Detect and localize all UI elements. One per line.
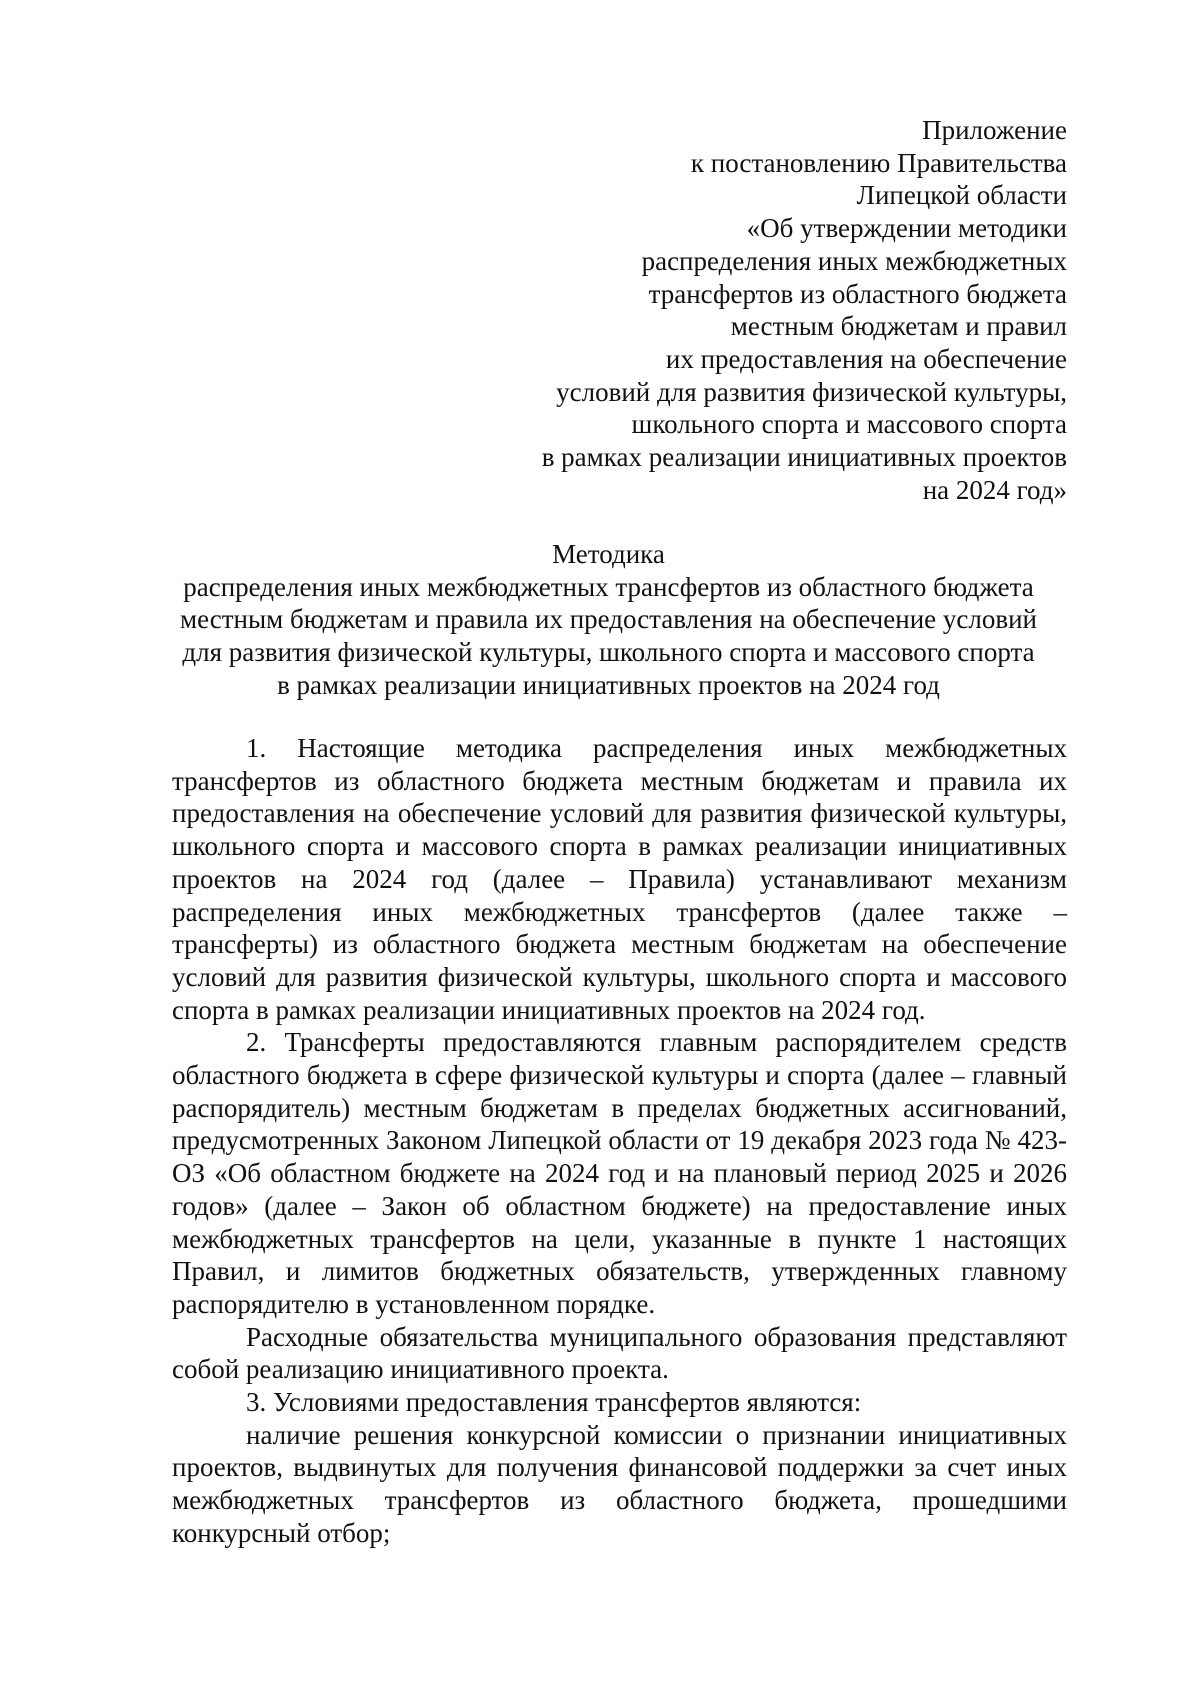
paragraph-3: 3. Условиями предоставления трансфертов являются:	[246, 1387, 862, 1418]
paragraph-1: 1. Настоящие методика распределения иных межбюджетных трансфертов из областного бюджета местным бюджетам и правила их предоставления на обеспечение условий для развития физической культуры, школьного спорта и массового спорта в рамках реализации инициативных проектов на 2024 год (далее – Правила) устанавливают механизм распределения иных межбюджетных трансфертов (далее также – трансферты) из областного бюджета местным бюджетам на обеспечение условий для развития физической культуры, школьного спорта и массового спорта в рамках реализации инициативных проектов на 2024 год.	[172, 733, 1067, 1025]
title-line: для развития физической культуры, школьного спорта и массового спорта	[182, 637, 1035, 668]
appendix-line: «Об утверждении методики	[746, 213, 1067, 244]
appendix-line: их предоставления на обеспечение	[665, 343, 1067, 374]
paragraph-expense-obligations: Расходные обязательства муниципального образования представляют собой реализацию инициативного проекта.	[172, 1321, 1067, 1385]
appendix-line: распределения иных межбюджетных	[641, 245, 1067, 276]
document-body	[172, 732, 1067, 1550]
title-line: местным бюджетам и правила их предоставления на обеспечение условий	[180, 604, 1037, 635]
appendix-line: школьного спорта и массового спорта	[631, 409, 1067, 440]
document-title	[150, 538, 1067, 702]
appendix-line: условий для развития физической культуры,	[556, 376, 1067, 407]
title-heading: Методика	[552, 539, 665, 569]
appendix-header	[542, 114, 1067, 506]
title-line: в рамках реализации инициативных проектов на 2024 год	[277, 669, 940, 700]
appendix-line: в рамках реализации инициативных проектов	[541, 442, 1067, 473]
appendix-line: трансфертов из областного бюджета	[648, 278, 1067, 309]
appendix-line: на 2024 год»	[922, 474, 1067, 505]
appendix-line: к постановлению Правительства	[690, 147, 1067, 178]
appendix-line: местным бюджетам и правил	[730, 311, 1067, 342]
paragraph-2: 2. Трансферты предоставляются главным распорядителем средств областного бюджета в сфере физической культуры и спорта (далее – главный распорядитель) местным бюджетам в пределах бюджетных ассигнований, предусмотренных Законом Липецкой области от 19 декабря 2023 года № 423-ОЗ «Об областном бюджете на 2024 год и на плановый период 2025 и 2026 годов» (далее – Закон об областном бюджете) на предоставление иных межбюджетных трансфертов на цели, указанные в пункте 1 настоящих Правил, и лимитов бюджетных обязательств, утвержденных главному распорядителю в установленном порядке.	[172, 1027, 1067, 1319]
paragraph-condition-1: наличие решения конкурсной комиссии о признании инициативных проектов, выдвинутых для получения финансовой поддержки за счет иных межбюджетных трансфертов из областного бюджета, прошедшими конкурсный отбор;	[172, 1419, 1067, 1548]
appendix-line: Приложение	[922, 115, 1067, 145]
appendix-line: Липецкой области	[856, 180, 1067, 211]
title-line: распределения иных межбюджетных трансфертов из областного бюджета	[183, 571, 1034, 602]
